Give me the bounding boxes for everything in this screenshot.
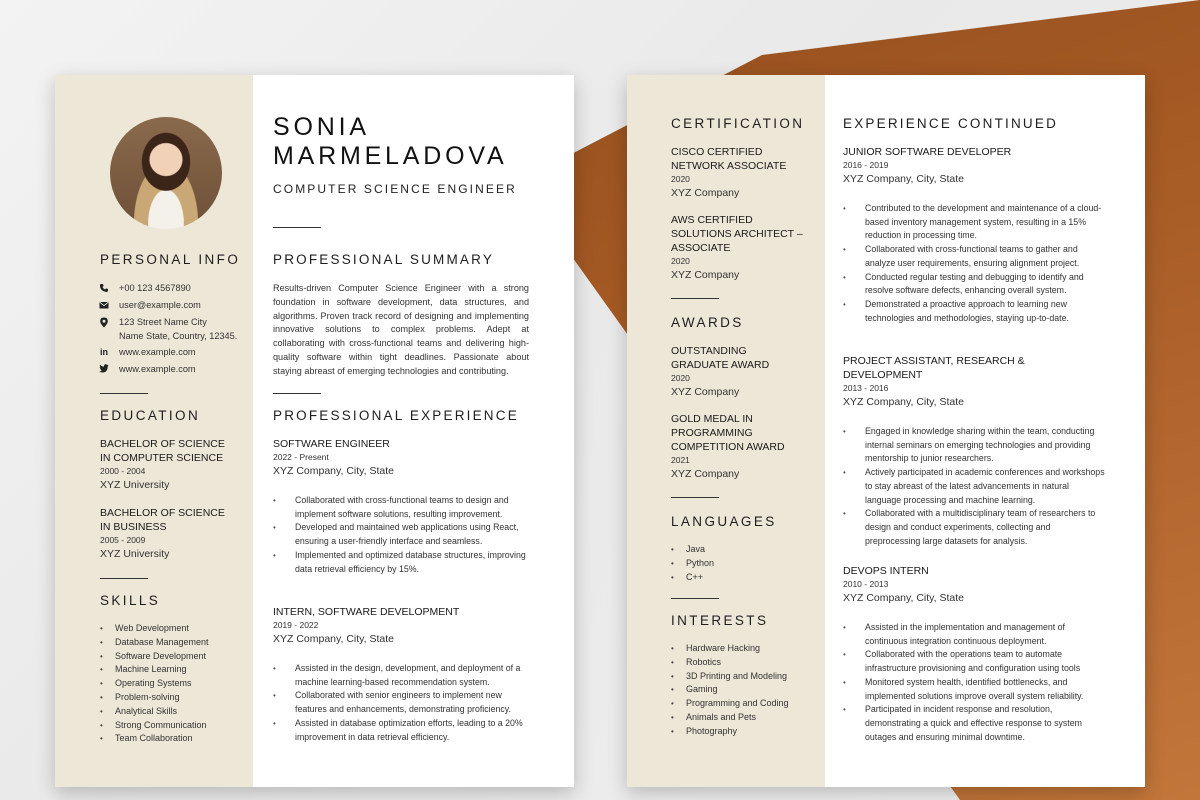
job-company: XYZ Company, City, State: [843, 592, 964, 604]
skill-item: • Machine Learning: [100, 663, 209, 677]
divider: [273, 227, 321, 228]
language-item: • Python: [671, 557, 714, 571]
job-bullet: • Monitored system health, identified bottlenecks, and implemented solutions improve overall system reliability.: [843, 676, 1105, 703]
award-item-1: [671, 344, 769, 400]
job-dates: 2019 - 2022: [273, 620, 319, 630]
job-dates: 2010 - 2013: [843, 579, 889, 589]
phone-text: +00 123 4567890: [119, 283, 191, 293]
skill-item: • Problem-solving: [100, 691, 209, 705]
job-entry-3: [843, 145, 1105, 325]
award-org: XYZ Company: [671, 468, 740, 480]
degree-line-2: IN COMPUTER SCIENCE: [100, 452, 224, 464]
languages-list: [671, 543, 714, 584]
skill-item: • Strong Communication: [100, 719, 209, 733]
job-bullet: • Participated in incident response and resolution, demonstrating a quick and effective response to system outages and ensuring minimal downtime.: [843, 703, 1105, 744]
candidate-role: COMPUTER SCIENCE ENGINEER: [273, 182, 517, 196]
award-title-line: GOLD MEDAL IN: [671, 413, 753, 425]
skill-item: • Web Development: [100, 622, 209, 636]
job-bullet: • Developed and maintained web applications using React, ensuring a user-friendly interface and seamless.: [273, 521, 531, 548]
job-bullet: • Conducted regular testing and debugging to identify and resolve software defects, enhancing overall system.: [843, 271, 1105, 298]
award-year: 2020: [671, 373, 690, 383]
education-item-1: [100, 437, 225, 493]
job-entry-5: [843, 564, 1105, 744]
job-dates: 2022 - Present: [273, 452, 329, 462]
cert-title-line: SOLUTIONS ARCHITECT –: [671, 228, 803, 240]
award-org: XYZ Company: [671, 386, 740, 398]
languages-heading: LANGUAGES: [671, 514, 777, 529]
experience-continued-heading: EXPERIENCE CONTINUED: [843, 116, 1059, 131]
experience-heading: PROFESSIONAL EXPERIENCE: [273, 408, 519, 423]
twitter-icon: [99, 364, 109, 374]
job-bullets: [273, 662, 531, 744]
address-text: [119, 315, 237, 343]
divider: [100, 578, 148, 579]
resume-page-2: [627, 75, 1145, 787]
summary-heading: PROFESSIONAL SUMMARY: [273, 252, 495, 267]
email-icon: [99, 300, 109, 310]
job-company: XYZ Company, City, State: [843, 396, 964, 408]
job-bullet: • Demonstrated a proactive approach to learning new technologies and methodologies, staying up-to-date.: [843, 298, 1105, 325]
job-bullet: • Collaborated with the operations team to automate infrastructure provisioning and configuration using tools: [843, 648, 1105, 675]
candidate-name: [273, 113, 507, 171]
location-pin-icon: [99, 317, 109, 327]
interests-list: [671, 642, 789, 739]
job-company: XYZ Company, City, State: [273, 633, 394, 645]
email-text: user@example.com: [119, 300, 201, 310]
language-item: • C++: [671, 571, 714, 585]
job-bullets: [843, 202, 1105, 325]
job-bullet: • Collaborated with cross-functional teams to gather and analyze user requirements, ensuring alignment project.: [843, 243, 1105, 270]
education-school: XYZ University: [100, 548, 170, 560]
award-title-line: GRADUATE AWARD: [671, 359, 770, 371]
linkedin-icon: in: [100, 347, 108, 357]
divider: [671, 298, 719, 299]
skills-list: [100, 622, 209, 746]
cert-year: 2020: [671, 174, 690, 184]
linkedin-text: www.example.com: [119, 347, 196, 357]
interest-item: • Robotics: [671, 656, 789, 670]
education-heading: EDUCATION: [100, 408, 201, 423]
job-bullet: • Engaged in knowledge sharing within the team, conducting internal seminars on emerging technologies and providing mentorship to junior researchers.: [843, 425, 1105, 466]
summary-text: Results-driven Computer Science Engineer with a strong foundation in software development, data structures, and algorithms. Proven track record of designing and implementing innovative solutions to complex problems. Adept at collaborating with cross-functional teams and delivering high-quality software within tight deadlines. Passionate about staying abreast of emerging technologies and contributing.: [273, 283, 529, 376]
skill-item: • Database Management: [100, 636, 209, 650]
job-company: XYZ Company, City, State: [843, 173, 964, 185]
cert-org: XYZ Company: [671, 269, 740, 281]
divider: [671, 497, 719, 498]
job-bullet: • Assisted in the design, development, and deployment of a machine learning-based recommendation system.: [273, 662, 531, 689]
certification-item-1: [671, 145, 786, 201]
personal-info-heading: PERSONAL INFO: [100, 252, 241, 267]
job-title: DEVOPS INTERN: [843, 565, 929, 577]
education-years: 2005 - 2009: [100, 535, 146, 545]
job-company: XYZ Company, City, State: [273, 465, 394, 477]
job-bullets: [843, 621, 1105, 744]
award-year: 2021: [671, 455, 690, 465]
skill-item: • Software Development: [100, 650, 209, 664]
award-title-line: OUTSTANDING: [671, 345, 747, 357]
job-bullet: • Implemented and optimized database structures, improving data retrieval efficiency by 15%.: [273, 549, 531, 576]
degree-line-2: IN BUSINESS: [100, 521, 167, 533]
name-last: MARMELADOVA: [273, 142, 508, 170]
interest-item: • Photography: [671, 725, 789, 739]
divider: [671, 598, 719, 599]
cert-org: XYZ Company: [671, 187, 740, 199]
divider: [273, 393, 321, 394]
skills-heading: SKILLS: [100, 593, 161, 608]
job-title: PROJECT ASSISTANT, RESEARCH & DEVELOPMENT: [843, 355, 1025, 381]
divider: [100, 393, 148, 394]
degree-line-1: BACHELOR OF SCIENCE: [100, 438, 225, 450]
phone-icon: [99, 283, 109, 293]
cert-title-line: AWS CERTIFIED: [671, 214, 753, 226]
twitter-text: www.example.com: [119, 364, 196, 374]
address-line-1: 123 Street Name City: [119, 317, 207, 327]
education-item-2: [100, 506, 225, 562]
job-dates: 2013 - 2016: [843, 383, 889, 393]
interest-item: • 3D Printing and Modeling: [671, 670, 789, 684]
job-bullet: • Assisted in database optimization efforts, leading to a 20% improvement in data retrieval efficiency.: [273, 717, 531, 744]
job-title: JUNIOR SOFTWARE DEVELOPER: [843, 146, 1012, 158]
education-years: 2000 - 2004: [100, 466, 146, 476]
interest-item: • Animals and Pets: [671, 711, 789, 725]
interests-heading: INTERESTS: [671, 613, 769, 628]
job-entry-2: [273, 605, 531, 744]
cert-title-line: NETWORK ASSOCIATE: [671, 160, 787, 172]
job-bullet: • Actively participated in academic conferences and workshops to stay abreast of the latest advancements in natural language processing and machine learning.: [843, 466, 1105, 507]
sidebar-panel: [55, 75, 253, 787]
job-bullet: • Collaborated with a multidisciplinary team of researchers to design and conduct experiments, collecting and preprocessing large datasets for analysis.: [843, 507, 1105, 548]
skill-item: • Operating Systems: [100, 677, 209, 691]
resume-page-1: [55, 75, 574, 787]
main-column: [253, 75, 574, 787]
award-item-2: [671, 412, 785, 482]
job-bullet: • Collaborated with cross-functional teams to design and implement software solutions, resulting improvement.: [273, 494, 531, 521]
job-bullets: [273, 494, 531, 576]
award-title-line: PROGRAMMING: [671, 427, 753, 439]
profile-photo: [110, 117, 222, 229]
certification-heading: CERTIFICATION: [671, 116, 805, 131]
certification-item-2: [671, 213, 803, 283]
award-title-line: COMPETITION AWARD: [671, 441, 785, 453]
name-first: SONIA: [273, 113, 370, 141]
job-title: INTERN, SOFTWARE DEVELOPMENT: [273, 606, 460, 618]
interest-item: • Programming and Coding: [671, 697, 789, 711]
job-bullets: [843, 425, 1105, 548]
job-dates: 2016 - 2019: [843, 160, 889, 170]
cert-title-line: CISCO CERTIFIED: [671, 146, 763, 158]
job-bullet: • Collaborated with senior engineers to implement new features and enhancements, demonstrating proficiency.: [273, 689, 531, 716]
cert-title-line: ASSOCIATE: [671, 242, 731, 254]
address-line-2: Name State, Country, 12345.: [119, 331, 238, 341]
job-title: SOFTWARE ENGINEER: [273, 438, 390, 450]
interest-item: • Hardware Hacking: [671, 642, 789, 656]
job-entry-4: [843, 354, 1105, 548]
job-bullet: • Contributed to the development and maintenance of a cloud-based inventory management system, resulting in a 15% reduction in processing time.: [843, 202, 1105, 243]
skill-item: • Team Collaboration: [100, 732, 209, 746]
education-school: XYZ University: [100, 479, 170, 491]
interest-item: • Gaming: [671, 683, 789, 697]
job-entry-1: [273, 437, 531, 576]
skill-item: • Analytical Skills: [100, 705, 209, 719]
awards-heading: AWARDS: [671, 315, 744, 330]
job-bullet: • Assisted in the implementation and management of continuous integration continuous deployment.: [843, 621, 1105, 648]
degree-line-1: BACHELOR OF SCIENCE: [100, 507, 225, 519]
sidebar-panel: [627, 75, 825, 787]
language-item: • Java: [671, 543, 714, 557]
main-column: [825, 75, 1145, 787]
cert-year: 2020: [671, 256, 690, 266]
